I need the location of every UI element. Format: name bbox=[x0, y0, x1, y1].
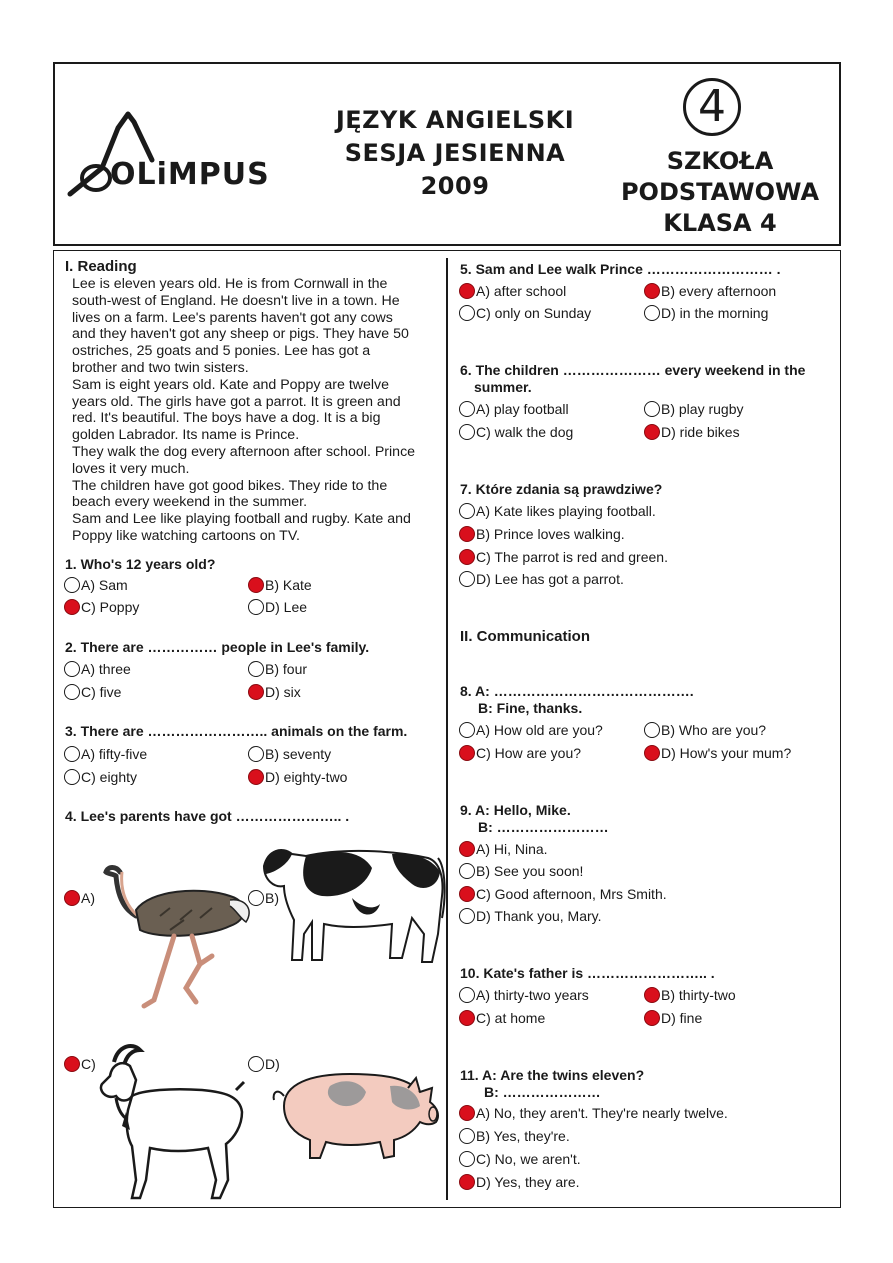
radio-icon[interactable] bbox=[459, 886, 475, 902]
option-label: D) eighty-two bbox=[265, 769, 348, 785]
q7-option-c[interactable] bbox=[459, 548, 668, 566]
q2-option-b[interactable] bbox=[248, 660, 307, 678]
question-7: 7. Które zdania są prawdziwe? bbox=[460, 481, 663, 497]
radio-icon[interactable] bbox=[459, 526, 475, 542]
option-label: D) Yes, they are. bbox=[476, 1174, 580, 1190]
radio-icon[interactable] bbox=[459, 571, 475, 587]
option-label: D) Lee bbox=[265, 599, 308, 615]
radio-icon[interactable] bbox=[459, 1010, 475, 1026]
radio-icon[interactable] bbox=[64, 599, 80, 615]
logo-text: OLiMPUS bbox=[110, 157, 270, 192]
q5-option-a[interactable] bbox=[459, 282, 566, 300]
radio-icon[interactable] bbox=[64, 746, 80, 762]
option-label: C) Poppy bbox=[81, 599, 140, 615]
radio-icon[interactable] bbox=[644, 987, 660, 1003]
option-label: D) in the morning bbox=[661, 305, 769, 321]
radio-icon[interactable] bbox=[459, 283, 475, 299]
q6-option-d[interactable] bbox=[644, 423, 740, 441]
option-label: D) Thank you, Mary. bbox=[476, 908, 602, 924]
option-label: D) How's your mum? bbox=[661, 745, 792, 761]
reading-line: south-west of England. He doesn't live in a town. He bbox=[72, 292, 400, 309]
reading-line: Lee is eleven years old. He is from Cornwall in the bbox=[72, 276, 388, 292]
q2-option-c[interactable] bbox=[64, 683, 121, 701]
radio-icon[interactable] bbox=[644, 424, 660, 440]
q11-option-a[interactable] bbox=[459, 1104, 728, 1122]
q2-option-a[interactable] bbox=[64, 660, 131, 678]
radio-icon[interactable] bbox=[459, 549, 475, 565]
cow-picture bbox=[262, 838, 448, 966]
q1-option-b[interactable] bbox=[248, 576, 312, 594]
q2-option-d[interactable] bbox=[248, 683, 301, 701]
radio-icon[interactable] bbox=[459, 401, 475, 417]
radio-icon[interactable] bbox=[248, 746, 264, 762]
option-label: A) Kate likes playing football. bbox=[476, 503, 656, 519]
q6-option-b[interactable] bbox=[644, 400, 743, 418]
option-label: A) fifty-five bbox=[81, 746, 148, 762]
q10-option-a[interactable] bbox=[459, 986, 589, 1004]
reading-line: brother and two twin sisters. bbox=[72, 359, 249, 376]
q10-option-b[interactable] bbox=[644, 986, 736, 1004]
option-label: A) after school bbox=[476, 283, 567, 299]
reading-line: beach every weekend in the summer. bbox=[72, 494, 308, 511]
exam-title bbox=[300, 104, 610, 203]
option-label: B) Kate bbox=[265, 577, 312, 593]
radio-icon[interactable] bbox=[459, 1151, 475, 1167]
q10-option-c[interactable] bbox=[459, 1009, 545, 1027]
radio-icon[interactable] bbox=[459, 841, 475, 857]
q1-option-c[interactable] bbox=[64, 598, 139, 616]
reading-line: Poppy like watching cartoons on TV. bbox=[72, 527, 300, 544]
option-label: C) bbox=[81, 1056, 96, 1072]
reading-line: golden Labrador. Its name is Prince. bbox=[72, 427, 300, 444]
option-label: B) thirty-two bbox=[661, 987, 736, 1003]
question-2: 2. There are …………… people in Lee's family. bbox=[65, 639, 370, 655]
q6-option-a[interactable] bbox=[459, 400, 569, 418]
option-label: B) Who are you? bbox=[661, 722, 767, 738]
title-line-1: JĘZYK ANGIELSKI bbox=[335, 106, 575, 134]
radio-icon[interactable] bbox=[644, 745, 660, 761]
q1-option-d[interactable] bbox=[248, 598, 307, 616]
option-label: C) walk the dog bbox=[476, 424, 574, 440]
reading-line: ostriches, 25 goats and 5 ponies. Lee has got a bbox=[72, 343, 371, 360]
q7-option-b[interactable] bbox=[459, 525, 625, 543]
q11-option-d[interactable] bbox=[459, 1173, 580, 1191]
radio-icon[interactable] bbox=[644, 722, 660, 738]
grade-badge: 4 bbox=[683, 78, 741, 136]
q4-option-c[interactable] bbox=[64, 1055, 96, 1073]
reading-line: red. It's beautiful. The boys have a dog. It is a big bbox=[72, 410, 381, 427]
option-label: B) Yes, they're. bbox=[476, 1128, 570, 1144]
option-label: D) bbox=[265, 1056, 280, 1072]
option-label: C) No, we aren't. bbox=[476, 1151, 581, 1167]
radio-icon[interactable] bbox=[644, 1010, 660, 1026]
option-label: A) No, they aren't. They're nearly twelve. bbox=[476, 1105, 728, 1121]
q9-option-c[interactable] bbox=[459, 885, 667, 903]
reading-line: The children have got good bikes. They ride to the bbox=[72, 477, 388, 494]
option-label: A) three bbox=[81, 661, 131, 677]
school-line-2: PODSTAWOWA bbox=[620, 178, 820, 206]
radio-icon[interactable] bbox=[459, 745, 475, 761]
radio-icon[interactable] bbox=[64, 684, 80, 700]
q3-option-c[interactable] bbox=[64, 768, 137, 786]
option-label: A) Sam bbox=[81, 577, 128, 593]
question-8-reply: B: Fine, thanks. bbox=[478, 700, 583, 716]
q5-option-c[interactable] bbox=[459, 304, 591, 322]
radio-icon[interactable] bbox=[248, 661, 264, 677]
option-label: B) play rugby bbox=[661, 401, 744, 417]
radio-icon[interactable] bbox=[644, 305, 660, 321]
radio-icon[interactable] bbox=[644, 401, 660, 417]
radio-icon[interactable] bbox=[459, 424, 475, 440]
column-divider bbox=[446, 258, 448, 1200]
radio-icon[interactable] bbox=[64, 577, 80, 593]
radio-icon[interactable] bbox=[644, 283, 660, 299]
goat-picture bbox=[92, 1040, 252, 1205]
q7-option-d[interactable] bbox=[459, 570, 624, 588]
option-label: B) Prince loves walking. bbox=[476, 526, 625, 542]
question-6: 6. The children ………………… every weekend in the bbox=[460, 362, 806, 378]
option-label: A) bbox=[81, 890, 95, 906]
option-label: D) fine bbox=[661, 1010, 703, 1026]
q9-option-b[interactable] bbox=[459, 862, 583, 880]
option-label: B) seventy bbox=[265, 746, 332, 762]
q4-option-a[interactable] bbox=[64, 889, 95, 907]
q9-option-a[interactable] bbox=[459, 840, 548, 858]
question-11: 11. A: Are the twins eleven? bbox=[460, 1067, 645, 1083]
option-label: B) every afternoon bbox=[661, 283, 777, 299]
question-10: 10. Kate's father is …………………….. . bbox=[460, 965, 715, 981]
reading-line: and they haven't got any sheep or pigs. They have 50 bbox=[72, 326, 409, 343]
communication-section-title: II. Communication bbox=[460, 628, 591, 645]
option-label: C) Good afternoon, Mrs Smith. bbox=[476, 886, 667, 902]
q11-option-b[interactable] bbox=[459, 1127, 570, 1145]
option-label: A) thirty-two years bbox=[476, 987, 589, 1003]
q10-option-d[interactable] bbox=[644, 1009, 702, 1027]
question-9-reply: B: …………………… bbox=[478, 819, 609, 835]
radio-icon[interactable] bbox=[459, 722, 475, 738]
reading-line: They walk the dog every afternoon after school. Prince bbox=[72, 443, 416, 460]
option-label: A) Hi, Nina. bbox=[476, 841, 548, 857]
q8-option-b[interactable] bbox=[644, 721, 766, 739]
radio-icon[interactable] bbox=[459, 1174, 475, 1190]
reading-passage bbox=[72, 276, 444, 545]
q3-option-a[interactable] bbox=[64, 745, 147, 763]
q1-option-a[interactable] bbox=[64, 576, 128, 594]
q5-option-b[interactable] bbox=[644, 282, 776, 300]
ostrich-picture bbox=[100, 860, 260, 1010]
q3-option-d[interactable] bbox=[248, 768, 347, 786]
option-label: D) Lee has got a parrot. bbox=[476, 571, 624, 587]
radio-icon[interactable] bbox=[64, 1056, 80, 1072]
radio-icon[interactable] bbox=[459, 1105, 475, 1121]
question-8: 8. A: ……………………………………. bbox=[460, 683, 694, 699]
school-level bbox=[600, 146, 840, 239]
question-11-reply: B: ………………… bbox=[484, 1084, 601, 1100]
radio-icon[interactable] bbox=[248, 684, 264, 700]
option-label: C) eighty bbox=[81, 769, 138, 785]
pig-picture bbox=[270, 1066, 442, 1166]
q3-option-b[interactable] bbox=[248, 745, 331, 763]
q8-option-c[interactable] bbox=[459, 744, 581, 762]
reading-line: lives on a farm. Lee's parents haven't got any cows bbox=[72, 309, 393, 326]
option-label: C) How are you? bbox=[476, 745, 582, 761]
radio-icon[interactable] bbox=[64, 661, 80, 677]
q8-option-d[interactable] bbox=[644, 744, 791, 762]
question-4: 4. Lee's parents have got ………………….. . bbox=[65, 808, 350, 824]
radio-icon[interactable] bbox=[64, 890, 80, 906]
reading-line: loves it very much. bbox=[72, 460, 190, 477]
radio-icon[interactable] bbox=[459, 1128, 475, 1144]
q8-option-a[interactable] bbox=[459, 721, 603, 739]
option-label: A) How old are you? bbox=[476, 722, 603, 738]
option-label: C) only on Sunday bbox=[476, 305, 592, 321]
school-line-1: SZKOŁA bbox=[666, 147, 774, 175]
radio-icon[interactable] bbox=[248, 769, 264, 785]
q7-option-a[interactable] bbox=[459, 502, 656, 520]
reading-line: Sam and Lee like playing football and rugby. Kate and bbox=[72, 511, 411, 528]
option-label: A) play football bbox=[476, 401, 569, 417]
option-label: D) six bbox=[265, 684, 301, 700]
reading-line: years old. The girls have got a parrot. It is green and bbox=[72, 393, 401, 410]
radio-icon[interactable] bbox=[459, 987, 475, 1003]
question-6-cont: summer. bbox=[474, 379, 532, 395]
option-label: B) See you soon! bbox=[476, 863, 584, 879]
radio-icon[interactable] bbox=[459, 305, 475, 321]
option-label: B) bbox=[265, 890, 279, 906]
question-3: 3. There are …………………….. animals on the farm. bbox=[65, 723, 408, 739]
question-1: 1. Who's 12 years old? bbox=[65, 556, 216, 572]
question-9: 9. A: Hello, Mike. bbox=[460, 802, 571, 818]
question-5: 5. Sam and Lee walk Prince ……………………… . bbox=[460, 261, 781, 277]
school-line-3: KLASA 4 bbox=[663, 209, 777, 237]
q11-option-c[interactable] bbox=[459, 1150, 581, 1168]
radio-icon[interactable] bbox=[459, 908, 475, 924]
option-label: C) five bbox=[81, 684, 122, 700]
radio-icon[interactable] bbox=[248, 599, 264, 615]
option-label: D) ride bikes bbox=[661, 424, 740, 440]
reading-line: Sam is eight years old. Kate and Poppy are twelve bbox=[72, 376, 390, 393]
title-line-3: 2009 bbox=[420, 172, 490, 200]
q5-option-d[interactable] bbox=[644, 304, 768, 322]
option-label: C) The parrot is red and green. bbox=[476, 549, 668, 565]
radio-icon[interactable] bbox=[248, 577, 264, 593]
radio-icon[interactable] bbox=[64, 769, 80, 785]
option-label: B) four bbox=[265, 661, 308, 677]
title-line-2: SESJA JESIENNA bbox=[344, 139, 566, 167]
radio-icon[interactable] bbox=[459, 503, 475, 519]
q9-option-d[interactable] bbox=[459, 907, 602, 925]
reading-section-title: I. Reading bbox=[65, 258, 137, 275]
radio-icon[interactable] bbox=[459, 863, 475, 879]
option-label: C) at home bbox=[476, 1010, 546, 1026]
q6-option-c[interactable] bbox=[459, 423, 573, 441]
